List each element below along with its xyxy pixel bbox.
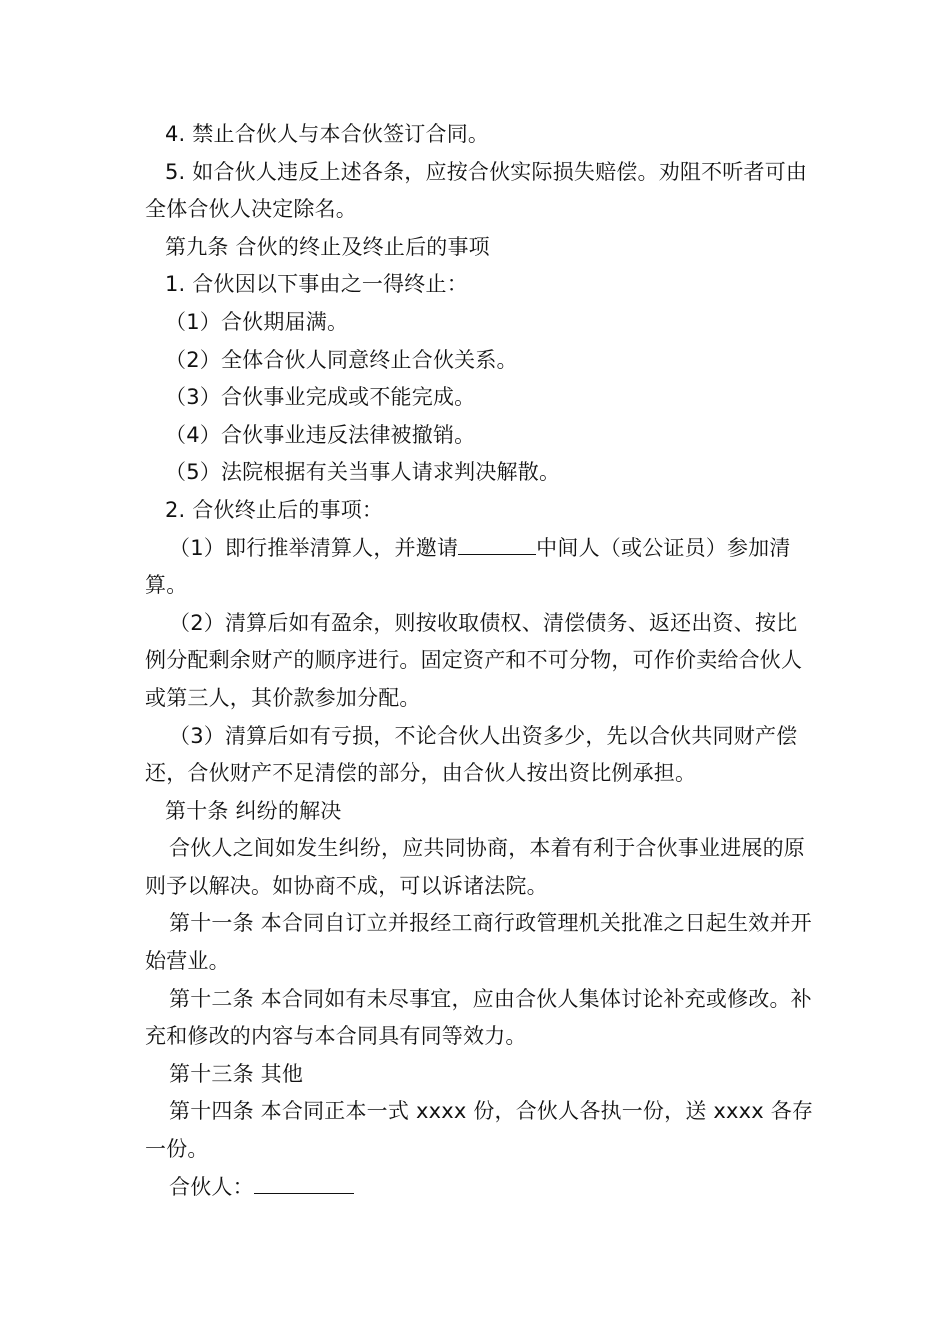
termination-cause-4: （4）合伙事业违反法律被撤销。 [165,422,476,447]
article-13-heading: 第十三条 其他 [169,1061,304,1086]
post-termination-item-3: （3）清算后如有亏损，不论合伙人出资多少，先以合伙共同财产偿还，合伙财产不足清偿的部分，由合伙人按出资比例承担。 [145,723,798,786]
termination-cause-5: （5）法院根据有关当事人请求判决解散。 [165,460,561,485]
partner-signature-label: 合伙人： [169,1174,254,1199]
post-termination-intro: 2. 合伙终止后的事项： [165,497,384,522]
article-14-text: 第十四条 本合同正本一式 xxxx 份，合伙人各执一份，送 xxxx 各存一份。 [145,1099,814,1162]
termination-causes-intro: 1. 合伙因以下事由之一得终止： [165,272,468,297]
termination-cause-1: （1）合伙期届满。 [165,309,349,334]
article-10-heading: 第十条 纠纷的解决 [165,798,342,823]
post-termination-item-2: （2）清算后如有盈余，则按收取债权、清偿债务、返还出资、按比例分配剩余财产的顺序进行。固定资产和不可分物，可作价卖给合伙人或第三人，其价款参加分配。 [145,610,803,710]
post-termination-item-1-after: 中间人（或公证员）参加清算。 [145,535,791,598]
article-11-text: 第十一条 本合同自订立并报经工商行政管理机关批准之日起生效并开始营业。 [145,911,812,974]
partner-signature-line [145,1169,815,1207]
document-body [145,116,815,1206]
article-9-heading: 第九条 合伙的终止及终止后的事项 [165,234,490,259]
partner-signature-blank[interactable] [254,1173,354,1194]
intermediary-blank-field[interactable] [458,534,536,555]
clause-item-4: 4. 禁止合伙人与本合伙签订合同。 [165,122,490,146]
post-termination-item-1-before: （1）即行推举清算人，并邀请 [169,535,459,560]
termination-cause-3: （3）合伙事业完成或不能完成。 [165,385,476,410]
post-termination-item-1 [145,530,815,605]
dispute-resolution-text: 合伙人之间如发生纠纷，应共同协商，本着有利于合伙事业进展的原则予以解决。如协商不成，可以诉诸法院。 [145,836,805,898]
clause-item-5: 5. 如合伙人违反上述各条，应按合伙实际损失赔偿。劝阻不听者可由全体合伙人决定除名。 [145,159,808,222]
article-12-text: 第十二条 本合同如有未尽事宜，应由合伙人集体讨论补充或修改。补充和修改的内容与本合同具有同等效力。 [145,986,812,1049]
termination-cause-2: （2）全体合伙人同意终止合伙关系。 [165,347,518,372]
